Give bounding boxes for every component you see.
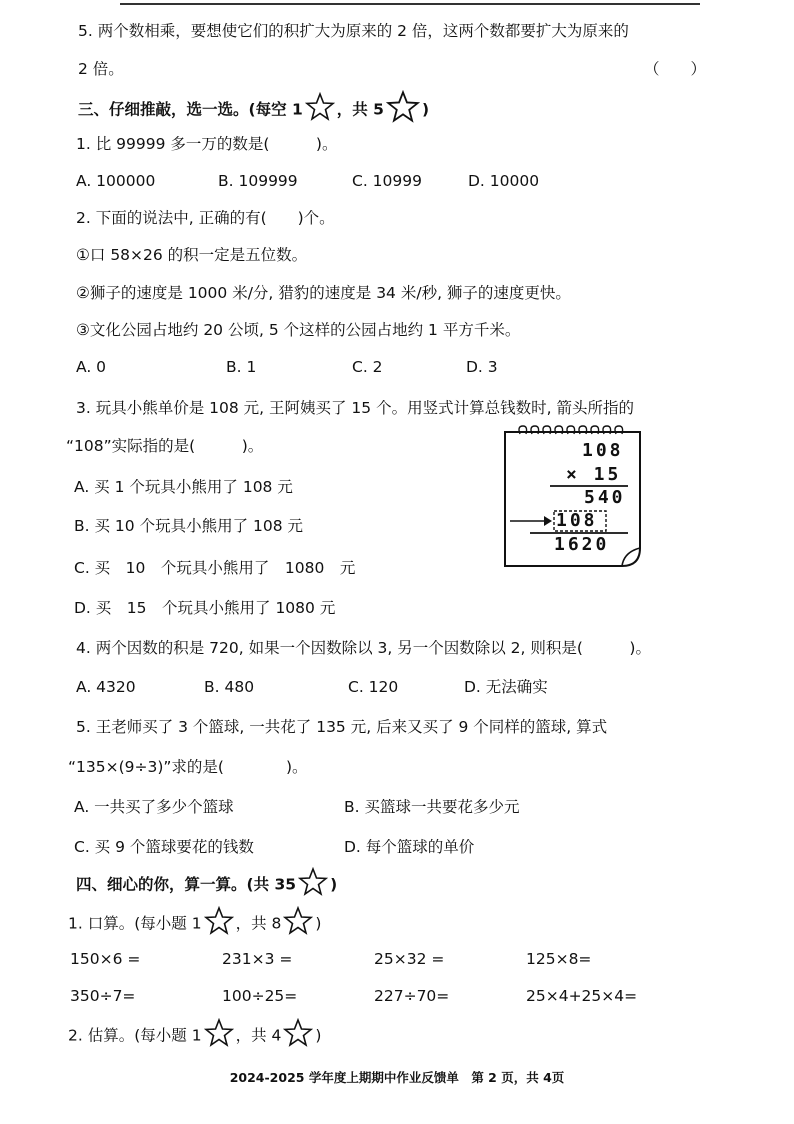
q5-option-a: A. 一共买了多少个篮球	[74, 798, 234, 816]
oral-calc-item: 150×6 =	[70, 950, 141, 968]
section-3-title-c: )	[421, 100, 430, 119]
judge-q5-blank: （ ）	[644, 60, 707, 78]
calc-partial-product-1: 540	[584, 487, 626, 508]
oral-calc-item: 100÷25=	[222, 987, 298, 1005]
calc-multiplicand: 108	[582, 440, 624, 461]
judge-q5-line2: 2 倍。	[78, 60, 124, 78]
q1-text: 1. 比 99999 多一万的数是( )。	[76, 135, 338, 153]
calc-partial-product-2: 108	[556, 510, 598, 531]
q4-text: 4. 两个因数的积是 720, 如果一个因数除以 3, 另一个因数除以 2, 则积是( )。	[76, 639, 651, 657]
q2-option-d: D. 3	[466, 358, 498, 376]
section-3-title	[78, 96, 429, 124]
q3-option-d: D. 买 15 个玩具小熊用了 1080 元	[74, 599, 336, 617]
section-3-title-b: ，共 5	[336, 100, 384, 119]
oral-calc-title-c: )	[315, 914, 322, 933]
oral-calc-item: 231×3 =	[222, 950, 293, 968]
oral-calc-item: 350÷7=	[70, 987, 136, 1005]
q5-option-c: C. 买 9 个篮球要花的钱数	[74, 838, 254, 856]
oral-calc-title-b: ，共 8	[235, 914, 282, 933]
oral-calc-title-a: 1. 口算。(每小题 1	[68, 914, 202, 933]
q4-option-a: A. 4320	[76, 678, 136, 696]
estimate-title-b: ，共 4	[235, 1026, 282, 1045]
q2-statement-3: ③文化公园占地约 20 公顷, 5 个这样的公园占地约 1 平方千米。	[76, 321, 521, 339]
oral-calc-item: 25×4+25×4=	[526, 987, 638, 1005]
q3-option-a: A. 买 1 个玩具小熊用了 108 元	[74, 478, 293, 496]
q2-option-a: A. 0	[76, 358, 107, 376]
q2-option-b: B. 1	[226, 358, 257, 376]
estimate-title	[68, 1024, 321, 1048]
q1-option-b: B. 109999	[218, 172, 298, 190]
oral-calc-item: 25×32 =	[374, 950, 445, 968]
q2-statement-1: ①口 58×26 的积一定是五位数。	[76, 246, 308, 264]
star-icon	[386, 90, 420, 124]
q2-statement-2: ②狮子的速度是 1000 米/分, 猎豹的速度是 34 米/秒, 狮子的速度更快。	[76, 284, 571, 302]
q3-option-b: B. 买 10 个玩具小熊用了 108 元	[74, 517, 304, 535]
vertical-multiplication-figure	[504, 424, 644, 570]
star-icon	[204, 1018, 234, 1048]
q2-option-c: C. 2	[352, 358, 383, 376]
q3-line1: 3. 玩具小熊单价是 108 元, 王阿姨买了 15 个。用竖式计算总钱数时, 箭头所指的	[76, 399, 634, 417]
star-icon	[204, 906, 234, 936]
q1-option-a: A. 100000	[76, 172, 156, 190]
estimate-title-c: )	[315, 1026, 322, 1045]
section-4-title-b: )	[330, 875, 338, 894]
section-4-title-a: 四、细心的你，算一算。(共 35	[76, 875, 297, 894]
q4-option-d: D. 无法确实	[464, 678, 548, 696]
calc-multiplier: × 15	[566, 464, 622, 485]
oral-calc-item: 227÷70=	[374, 987, 450, 1005]
q1-option-d: D. 10000	[468, 172, 540, 190]
star-icon	[283, 1018, 313, 1048]
q4-option-c: C. 120	[348, 678, 399, 696]
q2-text: 2. 下面的说法中, 正确的有( )个。	[76, 209, 335, 227]
page-footer: 2024-2025 学年度上期期中作业反馈单 第 2 页，共 4页	[229, 1070, 565, 1085]
q3-option-c: C. 买 10 个玩具小熊用了 1080 元	[74, 559, 356, 577]
section-4-title	[76, 873, 337, 897]
oral-calc-title	[68, 912, 321, 936]
q5-option-b: B. 买篮球一共要花多少元	[344, 798, 520, 816]
oral-calc-item: 125×8=	[526, 950, 592, 968]
star-icon	[283, 906, 313, 936]
q3-line2: “108”实际指的是( )。	[66, 437, 264, 455]
judge-q5-line1: 5. 两个数相乘，要想使它们的积扩大为原来的 2 倍，这两个数都要扩大为原来的	[78, 22, 629, 40]
q4-option-b: B. 480	[204, 678, 255, 696]
q1-option-c: C. 10999	[352, 172, 422, 190]
estimate-title-a: 2. 估算。(每小题 1	[68, 1026, 202, 1045]
q5-line2: “135×(9÷3)”求的是( )。	[68, 758, 308, 776]
star-icon	[305, 92, 335, 122]
calc-product: 1620	[554, 534, 610, 555]
q5-option-d: D. 每个篮球的单价	[344, 838, 475, 856]
star-icon	[298, 867, 328, 897]
section-3-title-a: 三、仔细推敲，选一选。(每空 1	[78, 100, 303, 119]
top-rule	[120, 3, 700, 5]
q5-line1: 5. 王老师买了 3 个篮球, 一共花了 135 元, 后来又买了 9 个同样的篮球, 算式	[76, 718, 608, 736]
